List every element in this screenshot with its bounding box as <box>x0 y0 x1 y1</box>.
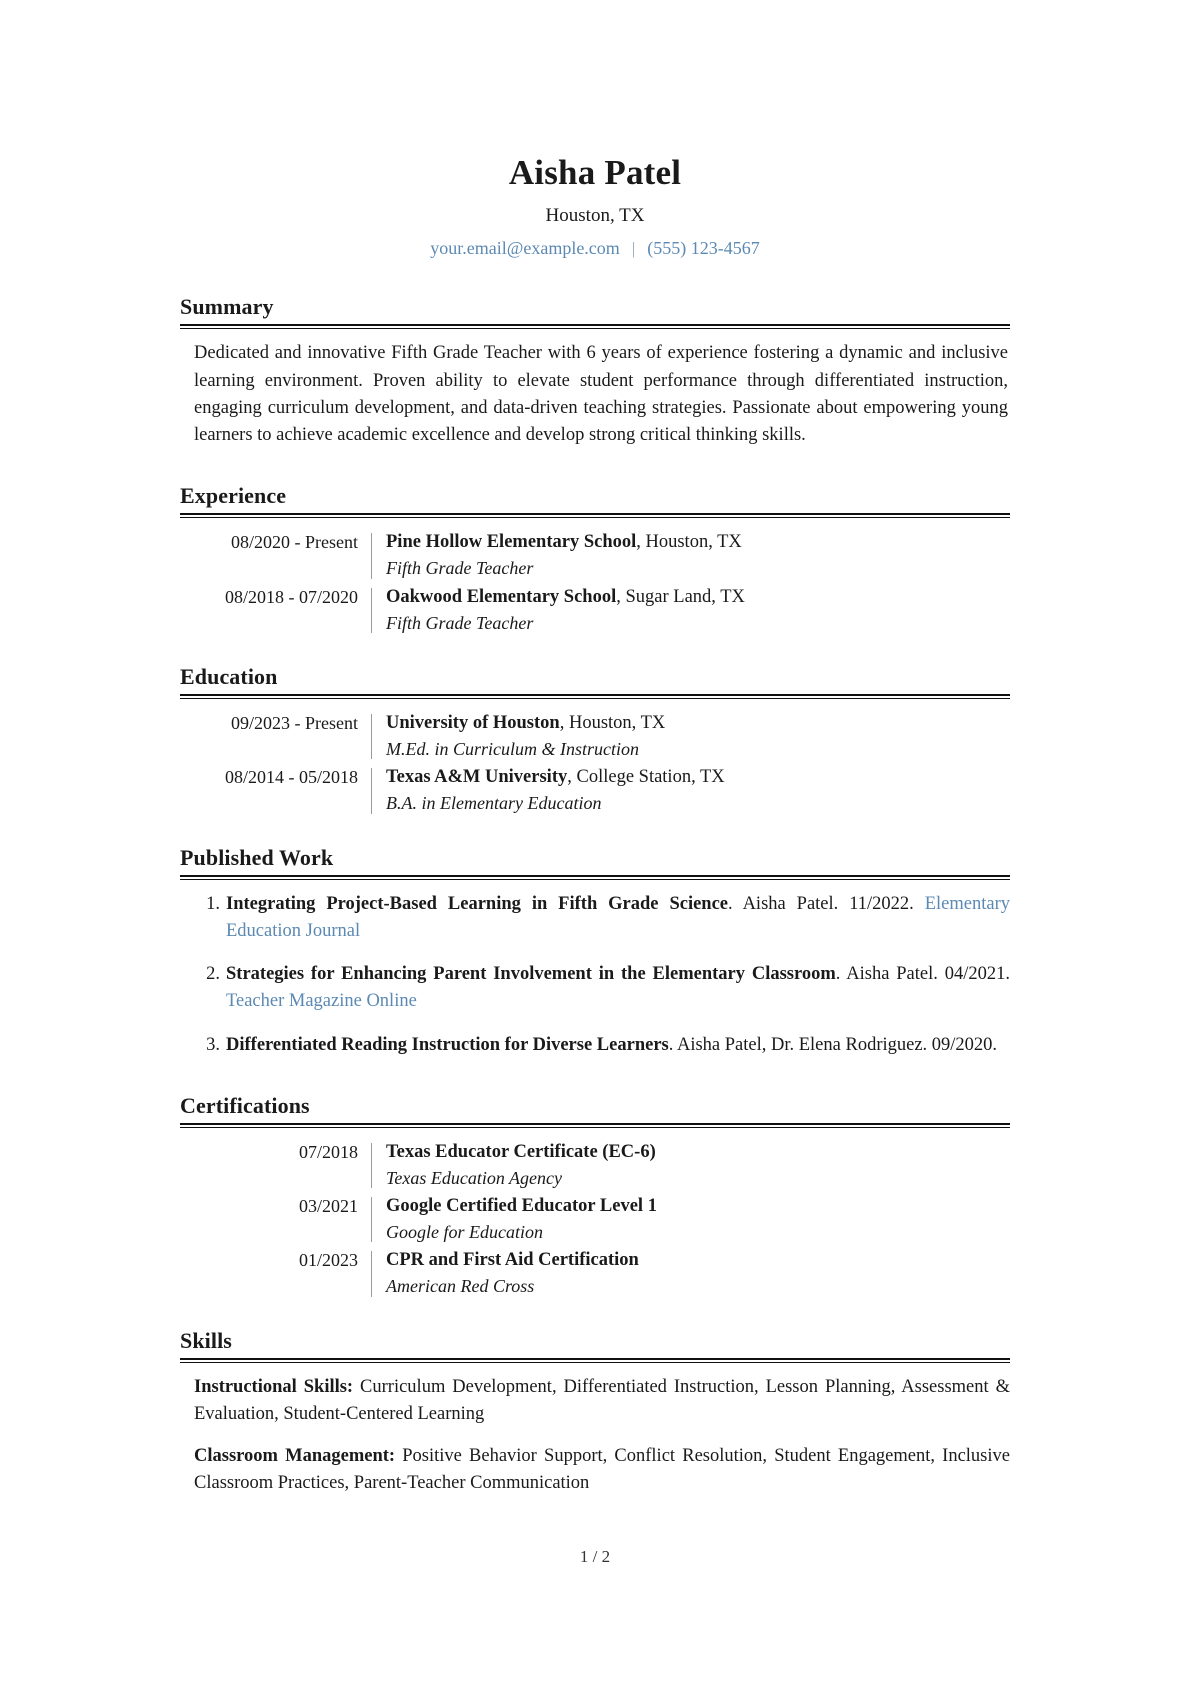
certification-entry <box>186 1247 1010 1299</box>
certification-issuer: Texas Education Agency <box>386 1168 562 1189</box>
entry-organization: Pine Hollow Elementary School <box>386 532 637 553</box>
contact-separator: | <box>631 238 636 258</box>
entry-role: Fifth Grade Teacher <box>386 558 534 579</box>
section-title-experience: Experience <box>180 483 287 509</box>
education-entries <box>186 710 1010 816</box>
certification-entry <box>186 1193 1010 1245</box>
entry-headline <box>386 584 1010 611</box>
section-rule <box>180 513 1010 518</box>
entry-organization: Oakwood Elementary School <box>386 586 617 607</box>
certification-entries <box>186 1139 1010 1300</box>
skill-category: Classroom Management: <box>194 1446 396 1467</box>
entry-body <box>372 529 1010 581</box>
publication-title: Differentiated Reading Instruction for Diverse Learners <box>226 1034 669 1055</box>
section-title-certifications: Certifications <box>180 1092 310 1118</box>
section-rule <box>180 1358 1010 1363</box>
entry-location: , Houston, TX <box>559 713 666 734</box>
entry-date: 03/2021 <box>298 1196 358 1217</box>
publication-venue[interactable]: Elementary Education Journal <box>226 893 1010 942</box>
certification-issuer: Google for Education <box>386 1222 543 1243</box>
resume-header <box>180 152 1010 260</box>
publication-venue[interactable]: Teacher Magazine Online <box>226 991 417 1012</box>
education-entry <box>186 764 1010 816</box>
entry-organization: University of Houston <box>386 713 560 734</box>
section-title-skills: Skills <box>180 1327 232 1353</box>
entry-degree: M.Ed. in Curriculum & Instruction <box>386 739 639 760</box>
section-published-work <box>180 845 1010 1059</box>
publication-meta: . Aisha Patel. 11/2022. <box>728 893 925 914</box>
skills-list <box>194 1374 1010 1498</box>
entry-role: Fifth Grade Teacher <box>386 612 534 633</box>
certification-name: Texas Educator Certificate (EC-6) <box>386 1142 656 1163</box>
section-title-published-work: Published Work <box>180 844 334 870</box>
skill-category: Instructional Skills: <box>194 1376 354 1397</box>
section-title-education: Education <box>180 663 278 689</box>
skill-items: Positive Behavior Support, Conflict Resolution, Student Engagement, Inclusive Classroom Practices, Parent-Teacher Communication <box>194 1446 1010 1494</box>
publication-meta: . Aisha Patel, Dr. Elena Rodriguez. 09/2020. <box>668 1034 998 1055</box>
entry-date: 08/2014 - 05/2018 <box>225 767 358 788</box>
entry-body <box>372 764 1010 816</box>
section-experience <box>180 483 1010 636</box>
section-rule <box>180 324 1010 329</box>
entry-body <box>372 1193 1010 1245</box>
section-summary <box>180 294 1010 449</box>
entry-headline <box>386 710 1010 737</box>
publication-title: Strategies for Enhancing Parent Involvement in the Elementary Classroom <box>226 964 836 985</box>
education-entry <box>186 710 1010 762</box>
entry-headline <box>386 1247 1010 1274</box>
entry-date: 01/2023 <box>298 1250 358 1271</box>
section-education <box>180 664 1010 817</box>
entry-body <box>372 1139 1010 1191</box>
section-rule <box>180 694 1010 699</box>
entry-body <box>372 710 1010 762</box>
summary-text: Dedicated and innovative Fifth Grade Teacher with 6 years of experience fostering a dynamic and inclusive learning environment. Proven ability to elevate student performance through differentiated instruction, engaging curriculum development, and data-driven teaching strategies. Passionate about empowering young learners to achieve academic excellence and develop strong critical thinking skills. <box>194 343 1008 445</box>
page-indicator: 1 / 2 <box>579 1547 611 1566</box>
phone-link[interactable]: (555) 123-4567 <box>647 237 760 258</box>
section-rule <box>180 1123 1010 1128</box>
experience-entries <box>186 529 1010 635</box>
entry-organization: Texas A&M University <box>386 767 568 788</box>
section-certifications <box>180 1093 1010 1300</box>
publication-item <box>226 1032 1010 1059</box>
entry-headline <box>386 529 1010 556</box>
email-link[interactable]: your.email@example.com <box>430 237 620 258</box>
section-skills <box>180 1328 1010 1498</box>
publication-item <box>226 891 1010 945</box>
publication-list <box>180 891 1010 1059</box>
candidate-name: Aisha Patel <box>508 153 682 192</box>
entry-body <box>372 584 1010 636</box>
certification-name: CPR and First Aid Certification <box>386 1250 639 1271</box>
page-footer <box>0 1547 1190 1567</box>
skill-group <box>194 1443 1010 1497</box>
entry-headline <box>386 1193 1010 1220</box>
entry-headline <box>386 764 1010 791</box>
entry-date: 08/2018 - 07/2020 <box>225 586 358 607</box>
entry-body <box>372 1247 1010 1299</box>
contact-line <box>180 237 1010 260</box>
publication-item <box>226 961 1010 1015</box>
candidate-location: Houston, TX <box>545 205 645 226</box>
section-rule <box>180 875 1010 880</box>
experience-entry <box>186 529 1010 581</box>
experience-entry <box>186 584 1010 636</box>
publication-meta: . Aisha Patel. 04/2021. <box>835 964 1010 985</box>
certification-name: Google Certified Educator Level 1 <box>386 1196 657 1217</box>
skill-items: Curriculum Development, Differentiated Instruction, Lesson Planning, Assessment & Evaluation, Student-Centered Learning <box>194 1376 1010 1425</box>
skill-group <box>194 1374 1010 1428</box>
entry-headline <box>386 1139 1010 1166</box>
entry-date: 07/2018 <box>298 1142 358 1163</box>
entry-degree: B.A. in Elementary Education <box>386 793 602 814</box>
entry-date: 09/2023 - Present <box>231 713 358 734</box>
entry-location: , Sugar Land, TX <box>616 586 745 607</box>
entry-date: 08/2020 - Present <box>231 532 358 553</box>
entry-location: , College Station, TX <box>567 767 725 788</box>
section-title-summary: Summary <box>180 294 274 320</box>
certification-issuer: American Red Cross <box>386 1276 535 1297</box>
entry-location: , Houston, TX <box>636 532 742 553</box>
certification-entry <box>186 1139 1010 1191</box>
publication-title: Integrating Project-Based Learning in Fifth Grade Science <box>226 893 729 914</box>
